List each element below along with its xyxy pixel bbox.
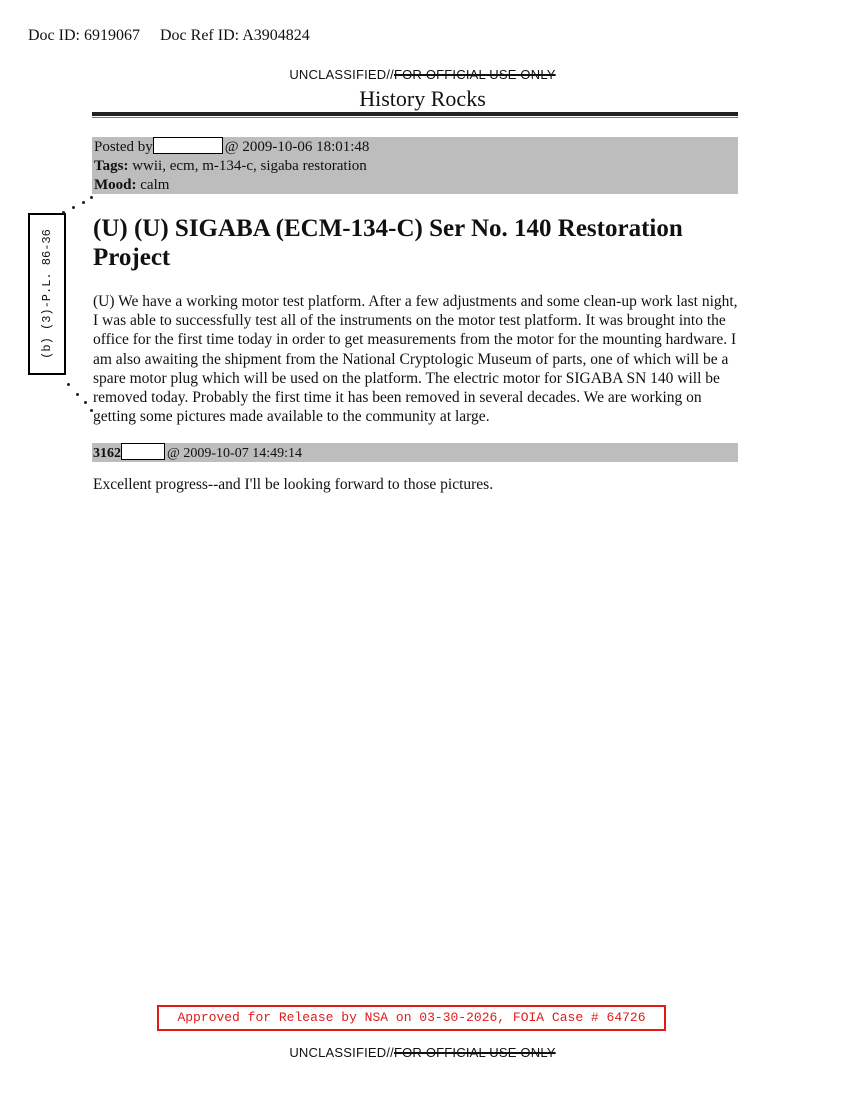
posted-by-label: Posted by xyxy=(94,139,153,155)
blog-title: History Rocks xyxy=(359,86,486,111)
posted-at: @ 2009-10-06 18:01:48 xyxy=(224,139,370,155)
tags-row xyxy=(92,157,738,176)
mood-row xyxy=(92,176,738,195)
leader-dot xyxy=(90,196,93,199)
leader-dot xyxy=(72,206,75,209)
classification-header xyxy=(0,67,845,82)
leader-dot xyxy=(82,201,85,204)
mood-value: calm xyxy=(140,177,170,193)
classification-level: UNCLASSIFIED// xyxy=(289,1045,394,1060)
leader-dot xyxy=(62,211,65,214)
leader-dot xyxy=(76,393,79,396)
tags-label: Tags: xyxy=(94,158,129,174)
doc-ref-id: Doc Ref ID: A3904824 xyxy=(159,27,310,44)
comment-author-prefix: 3162 xyxy=(93,446,121,461)
title-rule xyxy=(92,112,738,116)
redaction-box xyxy=(121,443,165,460)
leader-dot xyxy=(67,383,70,386)
tags-value: wwii, ecm, m-134-c, sigaba restoration xyxy=(132,158,367,174)
comment-header xyxy=(92,443,738,462)
release-approval-stamp: Approved for Release by NSA on 03-30-2026, FOIA Case # 64726 xyxy=(157,1005,666,1031)
doc-id: Doc ID: 6919067 xyxy=(28,27,140,44)
classification-level: UNCLASSIFIED// xyxy=(289,67,394,82)
title-rule-thin xyxy=(92,117,738,118)
leader-dot xyxy=(84,401,87,404)
classification-struck-caveat: FOR OFFICIAL USE ONLY xyxy=(393,67,556,82)
comment-posted-at: @ 2009-10-07 14:49:14 xyxy=(167,446,302,461)
post-metadata xyxy=(92,137,738,194)
post-body: (U) We have a working motor test platform. After a few adjustments and some clean-up work last night, I was able to successfully test all of the instruments on the motor test platform. It was brought into the office for the first time today in order to get measurements from the motor for the mounting hardware. I am also awaiting the shipment from the National Cryptologic Museum of parts, one of which will be a spare motor plug which will be used on the platform. The electric motor for SIGABA SN 140 will be removed today. Probably the first time it has been removed in several decades. We are working on getting some pictures made available to the community at large. xyxy=(93,293,738,426)
mood-label: Mood: xyxy=(94,177,137,193)
exemption-label: (b) (3)-P.L. 86-36 xyxy=(40,229,54,359)
classification-struck-caveat: FOR OFFICIAL USE ONLY xyxy=(393,1045,556,1060)
classification-footer xyxy=(0,1045,845,1060)
comment-text: Excellent progress--and I'll be looking forward to those pictures. xyxy=(93,476,494,493)
posted-by-row xyxy=(92,137,738,157)
exemption-label-box xyxy=(28,213,66,375)
post-title: (U) (U) SIGABA (ECM-134-C) Ser No. 140 Restoration Project xyxy=(93,215,683,271)
redaction-box xyxy=(153,137,223,154)
document-ids xyxy=(28,27,310,45)
